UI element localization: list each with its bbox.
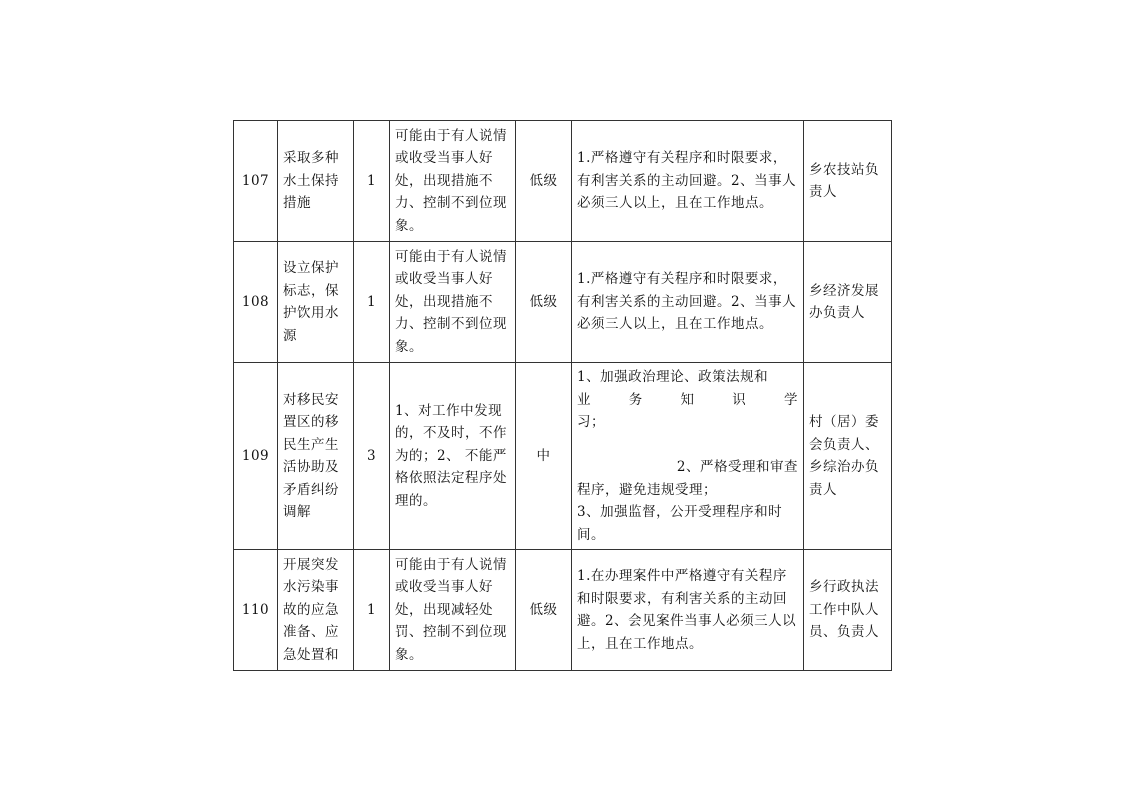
measure-line-3: 习；	[577, 414, 605, 430]
measure-line-6: 3、加强监督，公开受理程序和时间。	[577, 504, 783, 543]
measure-text: 1.在办理案件中严格遵守有关程序和时限要求，有利害关系的主动回避。2、会见案件当事人必须三人以上，且在工作地点。	[577, 568, 797, 652]
measure-line-4: 2、严格受理和审查	[676, 459, 798, 475]
row-number: 108	[234, 242, 278, 363]
responsible-person: 乡行政执法工作中队人员、负责人	[804, 550, 892, 671]
item-name: 对移民安置区的移民生产生活协助及矛盾纠纷调解	[278, 363, 354, 550]
row-number: 110	[234, 550, 278, 671]
row-number: 107	[234, 121, 278, 242]
table-row	[234, 242, 892, 363]
risk-grade: 低级	[516, 550, 572, 671]
prevention-measures	[572, 363, 804, 550]
responsible-person: 乡农技站负责人	[804, 121, 892, 242]
measure-line-2: 业务知识学	[577, 391, 798, 408]
item-name: 设立保护标志，保护饮用水源	[278, 242, 354, 363]
item-name: 开展突发水污染事故的应急准备、应急处置和	[278, 550, 354, 671]
risk-level-number: 1	[354, 121, 390, 242]
risk-grade: 低级	[516, 242, 572, 363]
prevention-measures	[572, 242, 804, 363]
table-row	[234, 121, 892, 242]
measure-text: 1.严格遵守有关程序和时限要求，有利害关系的主动回避。2、当事人必须三人以上，且在工作地点。	[577, 150, 797, 212]
table-row	[234, 363, 892, 550]
risk-description: 可能由于有人说情或收受当事人好处，出现减轻处罚、控制不到位现象。	[390, 550, 516, 671]
table-row	[234, 550, 892, 671]
row-number: 109	[234, 363, 278, 550]
measure-line-1: 1、加强政治理论、政策法规和	[577, 369, 769, 385]
risk-description: 可能由于有人说情或收受当事人好处，出现措施不力、控制不到位现象。	[390, 242, 516, 363]
risk-level-number: 1	[354, 242, 390, 363]
risk-level-number: 1	[354, 550, 390, 671]
risk-description: 1、对工作中发现的，不及时，不作为的；2、 不能严格依照法定程序处理的。	[390, 363, 516, 550]
risk-level-number: 3	[354, 363, 390, 550]
risk-grade: 低级	[516, 121, 572, 242]
measure-line-5: 程序，避免违规受理；	[577, 481, 717, 498]
risk-table	[233, 120, 892, 671]
measure-text: 1.严格遵守有关程序和时限要求，有利害关系的主动回避。2、当事人必须三人以上，且在工作地点。	[577, 271, 797, 333]
risk-grade: 中	[516, 363, 572, 550]
item-name: 采取多种水土保持措施	[278, 121, 354, 242]
responsible-person: 村（居）委会负责人、乡综治办负责人	[804, 363, 892, 550]
risk-description: 可能由于有人说情或收受当事人好处，出现措施不力、控制不到位现象。	[390, 121, 516, 242]
prevention-measures	[572, 550, 804, 671]
responsible-person: 乡经济发展办负责人	[804, 242, 892, 363]
measure-spacer	[577, 434, 798, 457]
prevention-measures	[572, 121, 804, 242]
